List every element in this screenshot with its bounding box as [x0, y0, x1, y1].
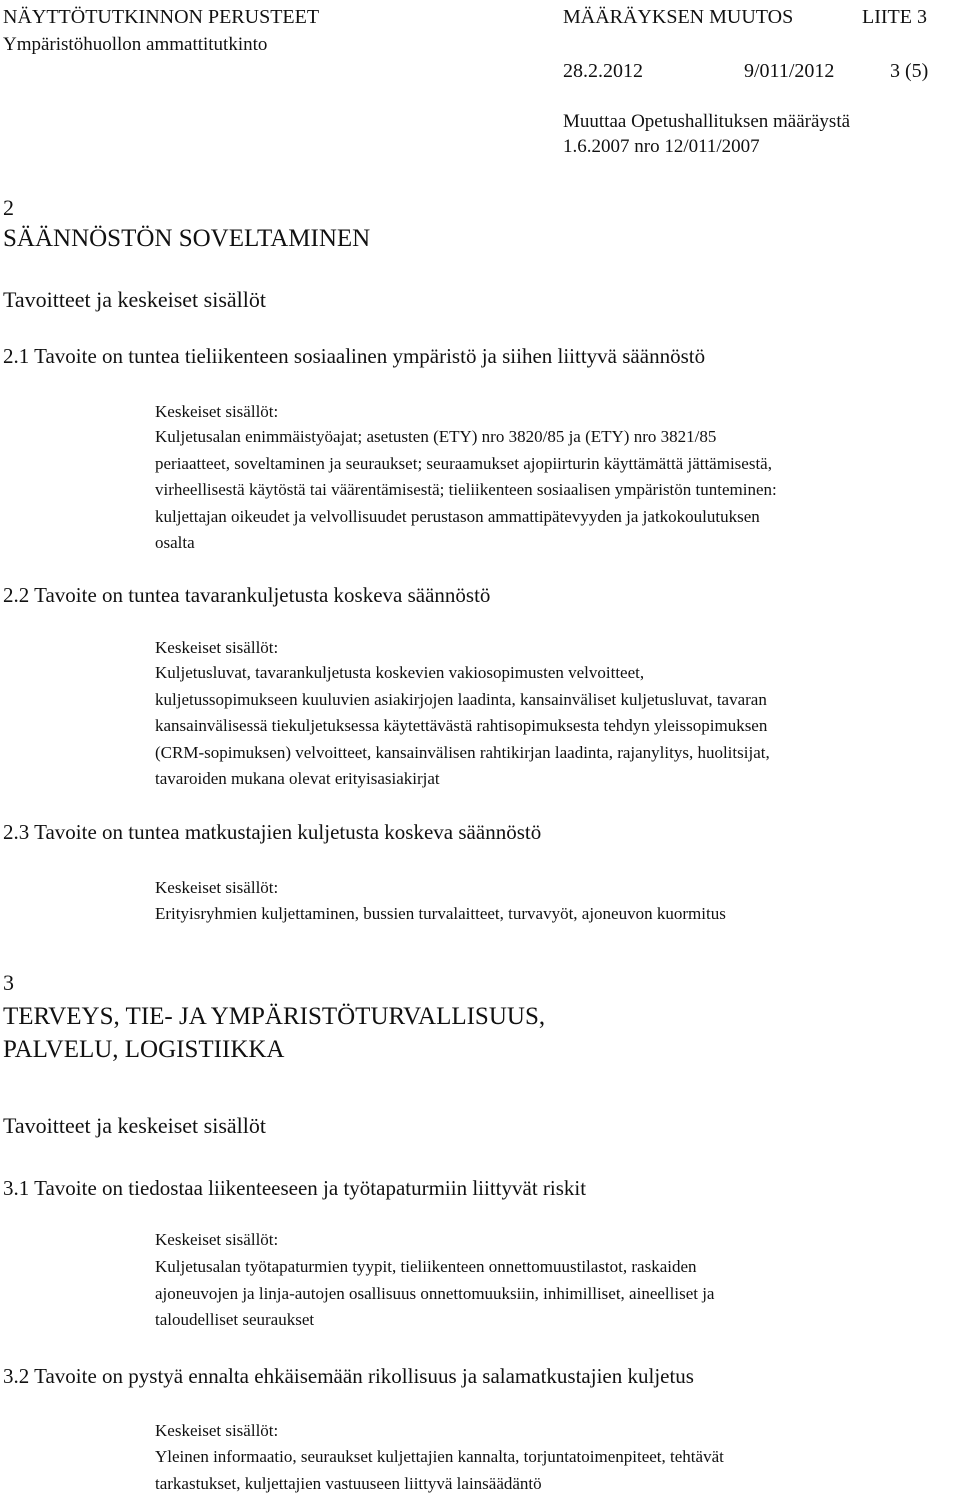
goal-content — [155, 901, 960, 928]
header-amends-line2: 1.6.2007 nro 12/011/2007 — [563, 136, 760, 157]
section-title: PALVELU, LOGISTIIKKA — [3, 1036, 285, 1063]
content-line: kuljettajan oikeudet ja velvollisuudet perustason ammattipätevyyden ja jatkokoulutuksen — [155, 506, 760, 526]
content-line: ajoneuvojen ja linja-autojen osallisuus onnettomuuksiin, inhimilliset, aineelliset ja — [155, 1283, 715, 1303]
goal-content — [155, 1444, 960, 1497]
content-line: Kuljetusalan työtapaturmien tyypit, tieliikenteen onnettomuustilastot, raskaiden — [155, 1257, 697, 1276]
goal-kicker: Keskeiset sisällöt: — [155, 638, 279, 657]
header-reg-number: 9/011/2012 — [744, 60, 835, 82]
content-line: kuljetussopimukseen kuuluvien asiakirjojen laadinta, kansainväliset kuljetusluvat, tavaran — [155, 689, 767, 709]
goal-title: 3.2 Tavoite on pystyä ennalta ehkäisemään rikollisuus ja salamatkustajien kuljetus — [3, 1364, 694, 1388]
content-line: virheellisestä käytöstä tai väärentämisestä; tieliikenteen sosiaalisen ympäristön tunteminen: — [155, 480, 777, 499]
header-doc-type: MÄÄRÄYKSEN MUUTOS — [563, 6, 794, 28]
goal-title: 2.1 Tavoite on tuntea tieliikenteen sosiaalinen ympäristö ja siihen liittyvä säännöstö — [3, 344, 706, 368]
section-subheading: Tavoitteet ja keskeiset sisällöt — [3, 287, 267, 312]
goal-content — [155, 660, 960, 793]
header-left-subtitle: Ympäristöhuollon ammattitutkinto — [3, 34, 268, 55]
content-line: Erityisryhmien kuljettaminen, bussien turvalaitteet, turvavyöt, ajoneuvon kuormitus — [155, 904, 726, 923]
content-line: periaatteet, soveltaminen ja seuraukset; seuraamukset ajopiirturin käyttämättä jättämisestä, — [155, 453, 772, 473]
goal-kicker: Keskeiset sisällöt: — [155, 878, 279, 897]
content-line: tarkastukset, kuljettajien vastuuseen liittyvä lainsäädäntö — [155, 1473, 542, 1493]
header-left-title: NÄYTTÖTUTKINNON PERUSTEET — [3, 6, 320, 28]
goal-kicker: Keskeiset sisällöt: — [155, 1421, 279, 1440]
section-title: TERVEYS, TIE- JA YMPÄRISTÖTURVALLISUUS, — [3, 1003, 546, 1030]
header-page: 3 (5) — [890, 60, 929, 82]
content-line: kansainvälisessä tiekuljetuksessa käytettävästä rahtisopimuksesta tehdyn yleissopimuksen — [155, 716, 768, 735]
content-line: (CRM-sopimuksen) velvoitteet, kansainvälisen rahtikirjan laadinta, rajanylitys, huolitsijat, — [155, 742, 770, 762]
section-number: 3 — [3, 970, 14, 995]
content-line: Kuljetusluvat, tavarankuljetusta koskevien vakiosopimusten velvoitteet, — [155, 663, 645, 682]
goal-title: 3.1 Tavoite on tiedostaa liikenteeseen ja työtapaturmiin liittyvät riskit — [3, 1176, 587, 1200]
content-line: Kuljetusalan enimmäistyöajat; asetusten (ETY) nro 3820/85 ja (ETY) nro 3821/85 — [155, 427, 717, 446]
goal-content — [155, 424, 960, 557]
goal-kicker: Keskeiset sisällöt: — [155, 402, 279, 421]
section-number: 2 — [3, 195, 14, 220]
content-line: tavaroiden mukana olevat erityisasiakirjat — [155, 769, 440, 788]
goal-title: 2.3 Tavoite on tuntea matkustajien kuljetusta koskeva säännöstö — [3, 820, 542, 844]
header-appendix: LIITE 3 — [862, 6, 927, 28]
goal-content — [155, 1254, 960, 1334]
goal-kicker: Keskeiset sisällöt: — [155, 1230, 279, 1249]
content-line: osalta — [155, 533, 195, 552]
content-line: taloudelliset seuraukset — [155, 1310, 315, 1329]
section-title: SÄÄNNÖSTÖN SOVELTAMINEN — [3, 225, 371, 252]
header-date: 28.2.2012 — [563, 60, 643, 82]
section-subheading: Tavoitteet ja keskeiset sisällöt — [3, 1113, 267, 1138]
header-amends-line1: Muuttaa Opetushallituksen määräystä — [563, 111, 851, 132]
content-line: Yleinen informaatio, seuraukset kuljettajien kannalta, torjuntatoimenpiteet, tehtävät — [155, 1447, 724, 1466]
goal-title: 2.2 Tavoite on tuntea tavarankuljetusta koskeva säännöstö — [3, 583, 491, 607]
